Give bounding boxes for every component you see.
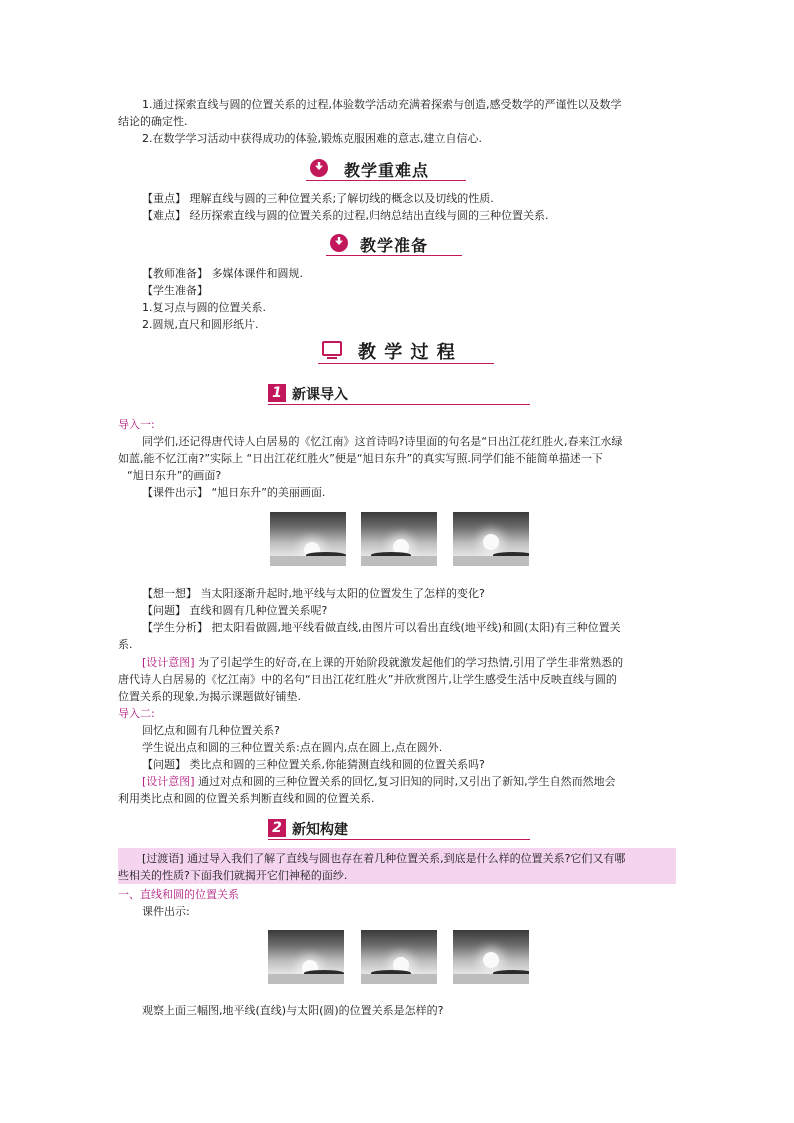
- analysis-line: 【学生分析】 把太阳看做圆,地平线看做直线,由图片可以看出直线(地平线)和圆(太阳)有三种位置关: [142, 621, 621, 634]
- daoru1-line-4: 【课件出示】 “旭日东升”的美丽画面.: [142, 486, 326, 499]
- sunrise-image-1: [270, 512, 346, 566]
- daoru2-line-2: 学生说出点和圆的三种位置关系:点在圆内,点在圆上,点在圆外.: [142, 741, 443, 754]
- divider: [318, 363, 494, 364]
- transition-line-2: 些相关的性质?下面我们就揭开它们神秘的面纱.: [118, 869, 348, 882]
- question-line: 【问题】 直线和圆有几种位置关系呢?: [142, 604, 328, 617]
- design-intent-2: [设计意图] 通过对点和圆的三种位置关系的回忆,复习旧知的同时,又引出了新知,学生自然而然地会: [142, 775, 616, 788]
- student-prep-2: 2.圆规,直尺和圆形纸片.: [142, 318, 259, 331]
- daoru1-line-1: 同学们,还记得唐代诗人白居易的《忆江南》这首诗吗?诗里面的句名是“日出江花红胜火,春来江水绿: [142, 435, 623, 448]
- sunrise-image-4: [268, 930, 344, 984]
- design-intent-label: [设计意图]: [142, 656, 195, 669]
- difficult-point: 【难点】 经历探索直线与圆的位置关系的过程,归纳总结出直线与圆的三种位置关系.: [142, 209, 549, 222]
- section-zhongnandian: [0, 156, 794, 182]
- courseware-label: 课件出示:: [142, 905, 190, 918]
- sunrise-image-2: [361, 512, 437, 566]
- daoru1-line-2: 如蓝,能不忆江南?”实际上 “日出江花红胜火”便是“旭日东升”的真实写照.同学们能不能简单描述一下: [118, 452, 603, 465]
- think-line: 【想一想】 当太阳逐渐升起时,地平线与太阳的位置发生了怎样的变化?: [142, 587, 485, 600]
- daoru2-heading: 导入二:: [118, 707, 155, 720]
- design-intent-1: [设计意图] 为了引起学生的好奇,在上课的开始阶段就激发起他们的学习热情,引用了学生非常熟悉的: [142, 656, 624, 669]
- divider: [268, 839, 530, 840]
- daoru2-line-3: 【问题】 类比点和圆的三种位置关系,你能猜测直线和圆的位置关系吗?: [142, 758, 485, 771]
- key-point: 【重点】 理解直线与圆的三种位置关系;了解切线的概念以及切线的性质.: [142, 192, 494, 205]
- divider: [326, 255, 462, 256]
- sunrise-image-6: [453, 930, 529, 984]
- daoru2-line-1: 回忆点和圆有几种位置关系?: [142, 724, 280, 737]
- intro-line-1: 1.通过探索直线与圆的位置关系的过程,体验数学活动充满着探索与创造,感受数学的严谨性以及数学: [142, 98, 622, 111]
- section-zhunbei: [0, 231, 794, 257]
- part-title: 新知构建: [292, 822, 348, 838]
- sunrise-image-3: [453, 512, 529, 566]
- analysis-line-2: 系.: [118, 638, 133, 651]
- teacher-prep: 【教师准备】 多媒体课件和圆规.: [142, 267, 303, 280]
- part-title: 新课导入: [292, 387, 348, 403]
- monitor-icon: [322, 341, 342, 356]
- section-title: 教学准备: [360, 236, 429, 255]
- part-1-header: [0, 382, 794, 406]
- part-2-header: [0, 817, 794, 841]
- part-number-badge: 2: [268, 819, 286, 837]
- down-arrow-icon: [310, 159, 328, 177]
- divider: [306, 180, 466, 181]
- student-prep-1: 1.复习点与圆的位置关系.: [142, 301, 266, 314]
- divider: [268, 404, 530, 405]
- design-intent-1-line-3: 位置关系的现象,为揭示课题做好铺垫.: [118, 690, 301, 703]
- student-prep-label: 【学生准备】: [142, 284, 208, 297]
- section-title: 教学重难点: [344, 161, 430, 180]
- design-intent-1-line-2: 唐代诗人白居易的《忆江南》中的名句“日出江花红胜火”并欣赏图片,让学生感受生活中反映直线与圆的: [118, 673, 617, 686]
- subsection-heading: 一、直线和圆的位置关系: [118, 888, 239, 901]
- section-title: 教 学 过 程: [358, 342, 456, 363]
- design-intent-label: [设计意图]: [142, 775, 195, 788]
- transition-line-1: [过渡语] 通过导入我们了解了直线与圆也存在着几种位置关系,到底是什么样的位置关系?它们又有哪: [142, 852, 626, 865]
- section-guocheng: [0, 338, 794, 364]
- observe-question: 观察上面三幅图,地平线(直线)与太阳(圆)的位置关系是怎样的?: [142, 1004, 444, 1017]
- intro-line-2: 结论的确定性.: [118, 115, 188, 128]
- design-intent-2-line-2: 利用类比点和圆的位置关系判断直线和圆的位置关系.: [118, 792, 375, 805]
- down-arrow-icon: [330, 234, 348, 252]
- daoru1-heading: 导入一:: [118, 418, 155, 431]
- sunrise-image-5: [361, 930, 437, 984]
- intro-line-3: 2.在数学学习活动中获得成功的体验,锻炼克服困难的意志,建立自信心.: [142, 132, 482, 145]
- monitor-stand: [327, 357, 337, 359]
- part-number-badge: 1: [268, 384, 286, 402]
- daoru1-line-3: “旭日东升”的画面?: [127, 469, 222, 482]
